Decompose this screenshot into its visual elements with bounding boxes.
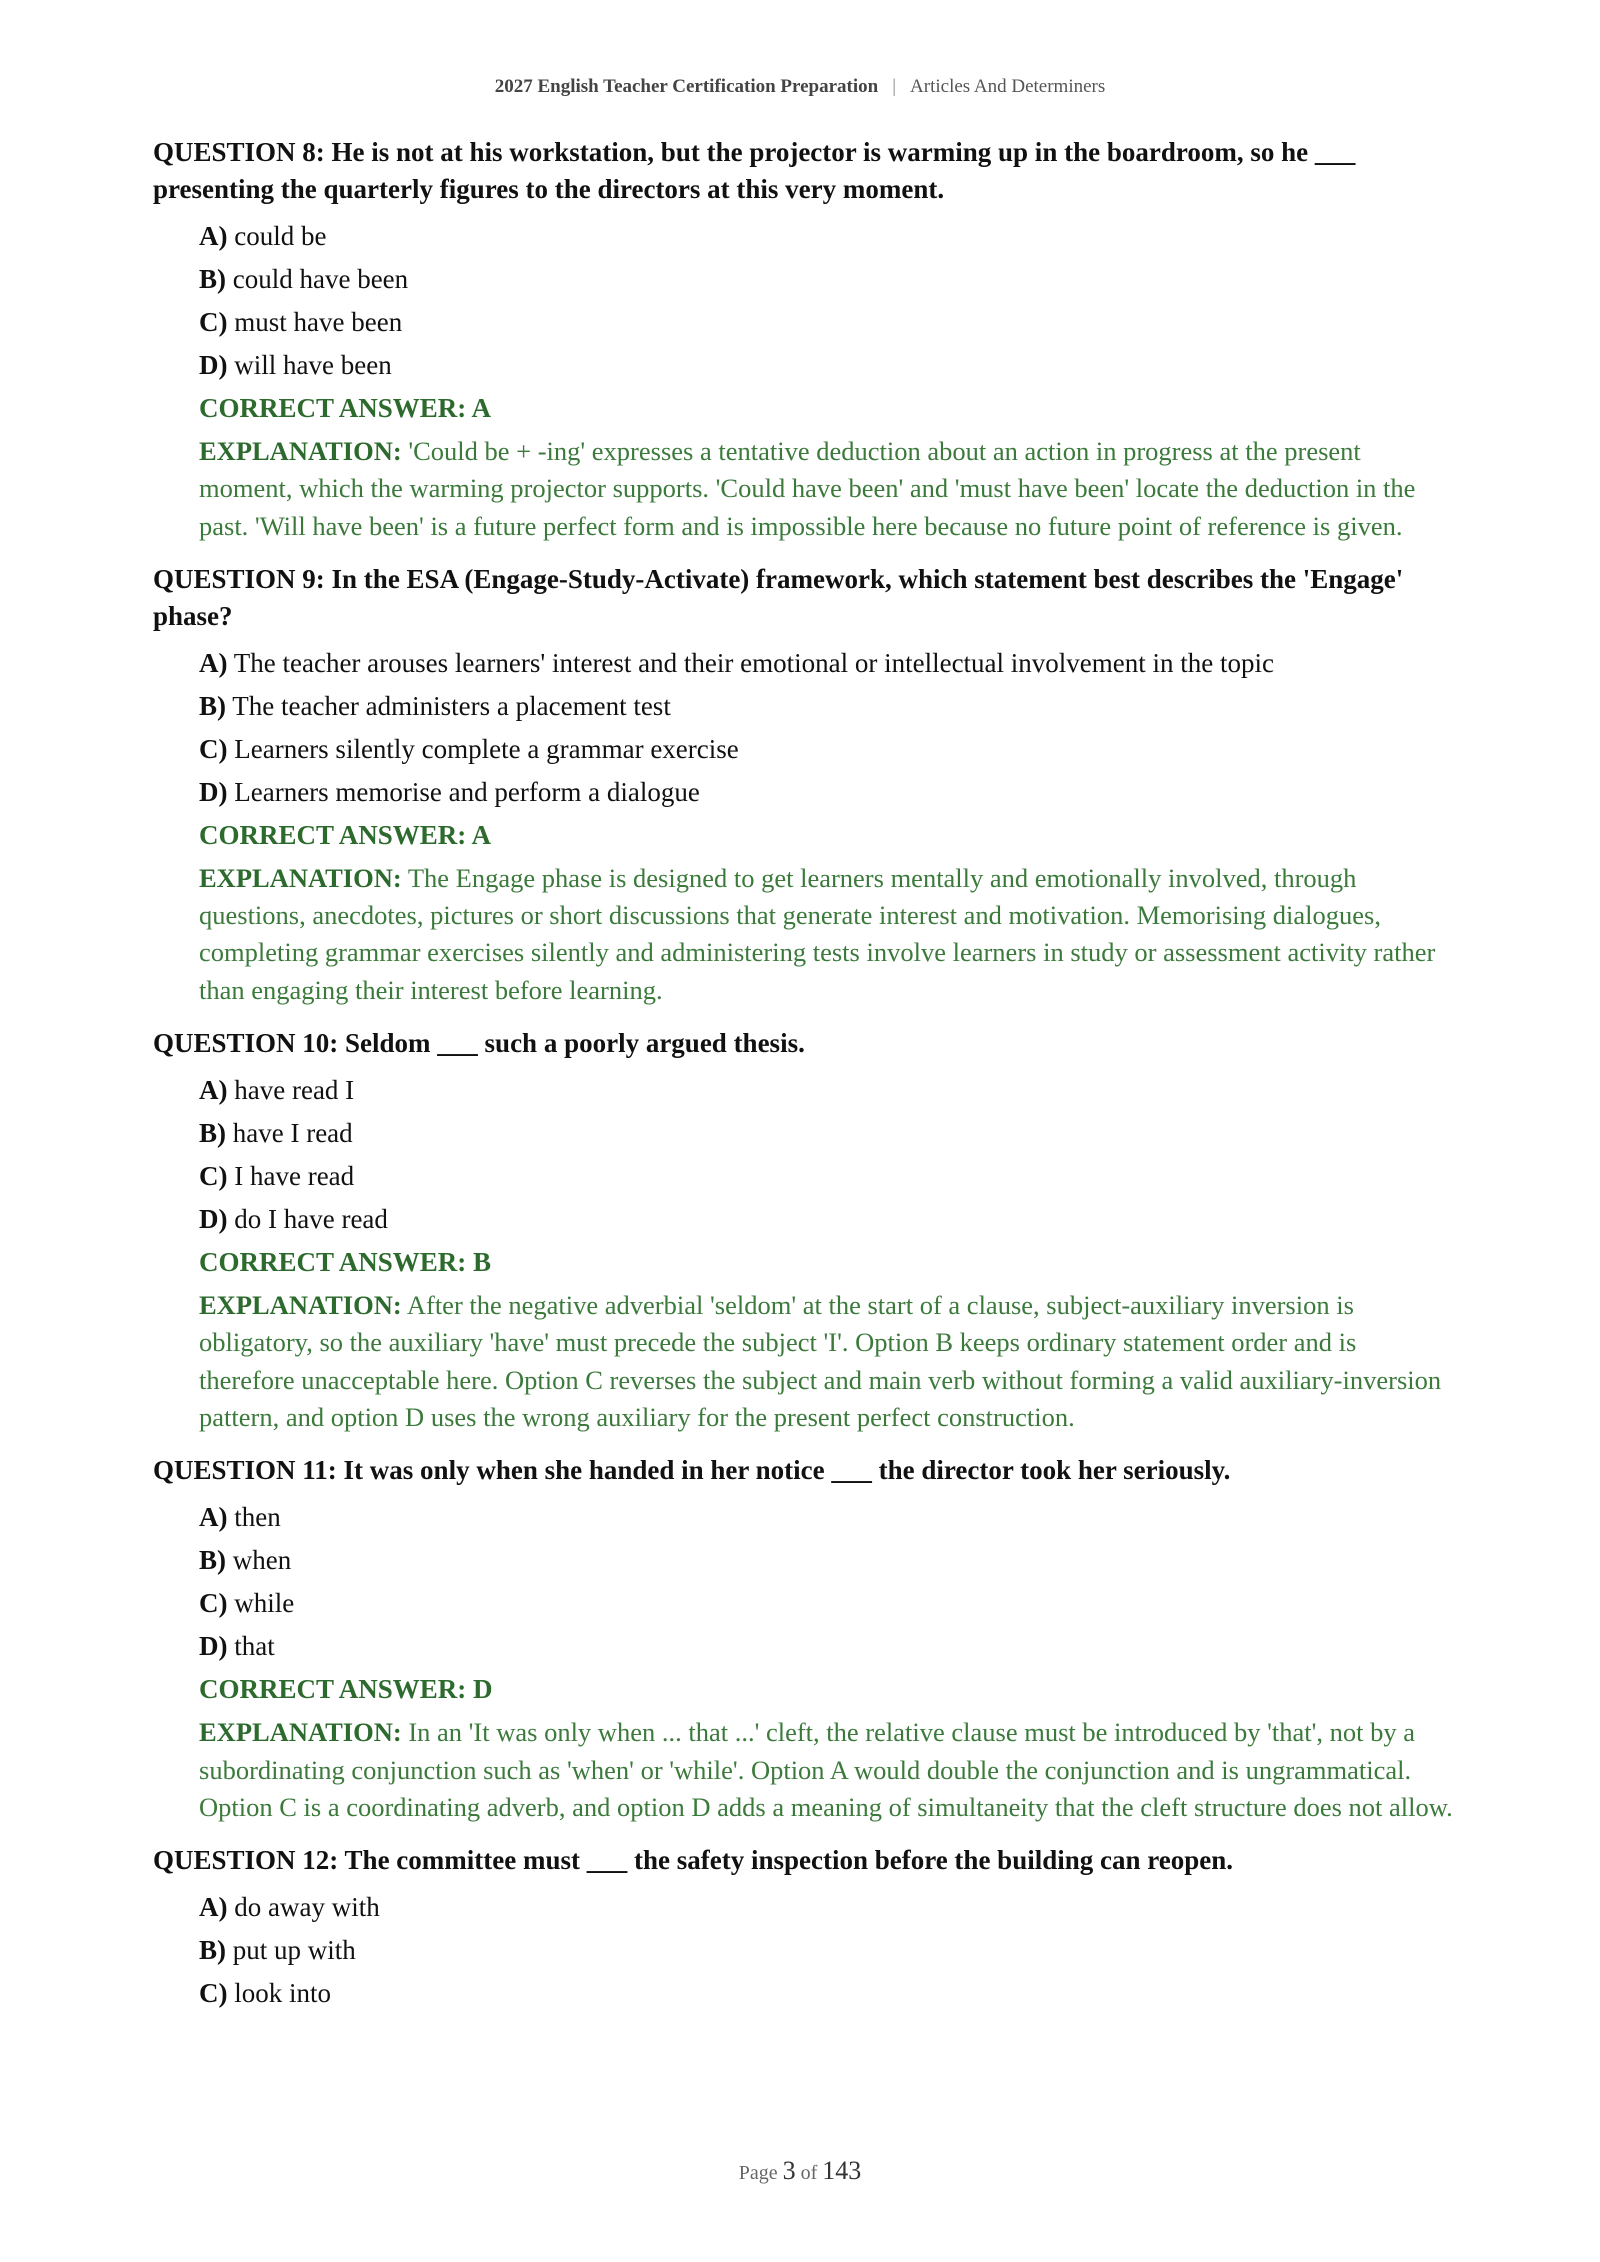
total-pages: 143 [822,2156,862,2185]
explanation-text: The Engage phase is designed to get learners mentally and emotionally involved, through questions, anecdotes, pictures or short discussions that generate interest and motivation. Memorising dialogues, completing grammar exercises silently and administering tests involve learners in study or assessment activity rather than engaging their interest before learning. [199,862,1436,1005]
option-text: must have been [234,307,403,337]
question-text: QUESTION 10: Seldom ___ such a poorly argued thesis. [153,1028,805,1059]
question-text: QUESTION 11: It was only when she handed in her notice ___ the director took her seriously. [153,1455,1231,1486]
option-text: do away with [234,1892,380,1923]
option-text: Learners silently complete a grammar exercise [234,733,739,764]
option-letter: C) [199,733,228,764]
option-letter: C) [199,1588,228,1619]
option-d [199,1198,1453,1241]
correct-answer: CORRECT ANSWER: A [199,819,492,850]
option-text: have I read [232,1118,353,1149]
option-c [199,728,1453,771]
option-list [199,1069,1453,1241]
option-b [199,685,1453,728]
explanation-label: EXPLANATION: [199,862,402,893]
option-letter: B) [199,1118,226,1149]
explanation-label: EXPLANATION: [199,436,402,466]
option-d [199,1625,1453,1668]
explanation-text: After the negative adverbial 'seldom' at the start of a clause, subject-auxiliary inversion is obligatory, so the auxiliary 'have' must precede the subject 'I'. Option B keeps ordinary statement order and is therefore unacceptable here. Option C reverses the subject and main verb without forming a valid auxiliary-inversion pattern, and option D uses the wrong auxiliary for the present perfect construction. [199,1290,1442,1432]
page-number: 3 [782,2156,796,2185]
option-d [199,344,1453,387]
option-a [199,215,1453,258]
of-label: of [800,2162,818,2184]
option-text: while [234,1588,295,1619]
option-letter: B) [199,1545,226,1576]
option-c [199,1582,1453,1625]
explanation-text: In an 'It was only when ... that ...' cleft, the relative clause must be introduced by 'that', not by a subordinating conjunction such as 'when' or 'while'. Option A would double the conjunction and is ungrammatical. Option C is a coordinating adverb, and option D adds a meaning of simultaneity that the cleft structure does not allow. [199,1717,1453,1822]
option-text: Learners memorise and perform a dialogue [234,776,700,807]
section-title: Articles And Determiners [910,76,1106,97]
option-text: when [232,1545,292,1576]
page-header [0,76,1600,98]
option-d [199,771,1453,814]
option-b [199,1112,1453,1155]
option-letter: B) [199,264,226,294]
question-text: QUESTION 8: He is not at his workstation, but the projector is warming up in the boardroom, so he ___ presenting the quarterly figures to the directors at this very moment. [153,137,1356,204]
option-letter: C) [199,1161,228,1192]
option-letter: C) [199,307,228,337]
option-list [199,1886,1453,2015]
option-text: look into [234,1978,332,2009]
option-letter: D) [199,776,228,807]
option-b [199,1539,1453,1582]
option-text: do I have read [234,1204,388,1235]
question-text: QUESTION 12: The committee must ___ the safety inspection before the building can reopen. [153,1845,1233,1876]
question-item [153,561,1453,1009]
explanation-label: EXPLANATION: [199,1290,402,1321]
explanation-label: EXPLANATION: [199,1717,402,1748]
page-footer [0,2156,1600,2186]
option-b [199,258,1453,301]
option-text: I have read [234,1161,355,1192]
question-item [153,1025,1453,1436]
option-list [199,215,1453,387]
explanation [199,860,1453,1009]
option-letter: D) [199,350,228,380]
option-letter: D) [199,1631,228,1662]
option-letter: A) [199,221,228,251]
option-list [199,642,1453,814]
option-a [199,1496,1453,1539]
question-item [153,134,1453,545]
question-item [153,1452,1453,1826]
document-title: 2027 English Teacher Certification Preparation [494,76,879,97]
explanation [199,1714,1453,1826]
option-text: put up with [232,1935,356,1966]
option-text: that [234,1631,275,1662]
option-letter: A) [199,1502,228,1533]
option-letter: A) [199,647,228,678]
option-text: could be [234,221,327,251]
option-a [199,642,1453,685]
option-a [199,1886,1453,1929]
option-letter: A) [199,1075,228,1106]
option-letter: B) [199,1935,226,1966]
option-text: The teacher arouses learners' interest and their emotional or intellectual involvement in the topic [233,647,1274,678]
option-letter: D) [199,1204,228,1235]
option-text: will have been [234,350,392,380]
question-list [153,134,1453,2031]
page-label: Page [738,2162,778,2184]
option-c [199,1972,1453,2015]
option-text: The teacher administers a placement test [232,690,671,721]
option-letter: A) [199,1892,228,1923]
option-b [199,1929,1453,1972]
correct-answer: CORRECT ANSWER: D [199,1674,493,1705]
option-c [199,1155,1453,1198]
question-text: QUESTION 9: In the ESA (Engage-Study-Activate) framework, which statement best describes the 'Engage' phase? [153,563,1404,631]
explanation-text: 'Could be + -ing' expresses a tentative deduction about an action in progress at the present moment, which the warming projector supports. 'Could have been' and 'must have been' locate the deduction in the past. 'Will have been' is a future perfect form and is impossible here because no future point of reference is given. [199,436,1416,541]
explanation [199,433,1453,545]
option-text: have read I [234,1075,355,1106]
option-letter: C) [199,1978,228,2009]
explanation [199,1287,1453,1436]
option-c [199,301,1453,344]
question-item [153,1842,1453,2015]
header-separator: | [892,76,897,97]
option-text: could have been [232,264,409,294]
correct-answer: CORRECT ANSWER: B [199,1247,492,1278]
correct-answer: CORRECT ANSWER: A [199,393,492,423]
option-a [199,1069,1453,1112]
option-text: then [234,1502,281,1533]
option-letter: B) [199,690,226,721]
option-list [199,1496,1453,1668]
